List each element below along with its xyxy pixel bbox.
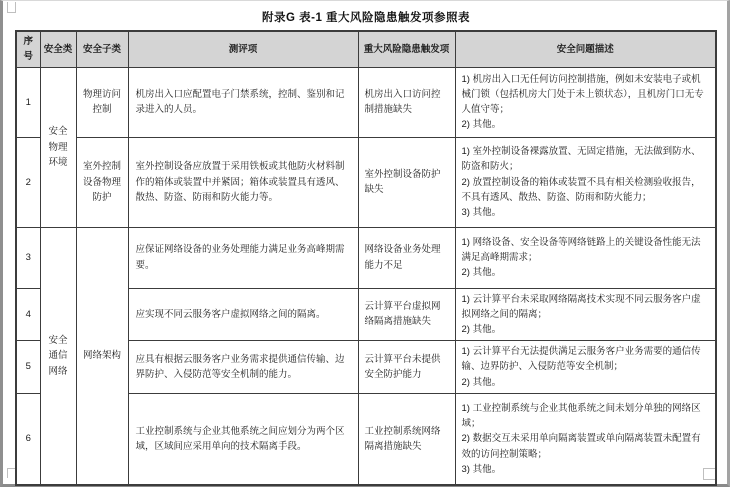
description-cell	[455, 288, 716, 341]
seq-cell: 6	[16, 393, 40, 485]
column-header-5: 重大风险隐患触发项	[358, 31, 455, 67]
description-cell	[455, 137, 716, 227]
table-body	[16, 67, 716, 485]
trigger-cell: 室外控制设备防护缺失	[358, 137, 455, 227]
seq-cell: 5	[16, 341, 40, 394]
description-line: 1) 室外控制设备裸露放置、无固定措施，无法做到防水、防盗和防火；	[461, 146, 701, 173]
document-page	[15, 8, 717, 486]
description-line: 2) 其他。	[461, 267, 502, 279]
category-cell: 安全物理环境	[40, 67, 76, 227]
table-row	[16, 137, 716, 227]
description-line: 1) 云计算平台未采取网络隔离技术实现不同云服务客户虚拟网络之间的隔离；	[461, 293, 701, 320]
description-line: 1) 云计算平台无法提供满足云服务客户业务需要的通信传输、边界防护、入侵防范等安全机制；	[461, 346, 701, 373]
subcategory-cell: 网络架构	[76, 227, 128, 485]
seq-cell: 3	[16, 227, 40, 288]
description-line: 3) 其他。	[461, 206, 502, 218]
description-cell	[455, 67, 716, 137]
description-line: 1) 机房出入口无任何访问控制措施，例如未安装电子或机械门锁（包括机房大门处于未上锁状态），且机房门口无专人值守等；	[461, 73, 704, 116]
table-header	[16, 31, 716, 67]
column-header-4: 测评项	[128, 31, 358, 67]
trigger-cell: 机房出入口访问控制措施缺失	[358, 67, 455, 137]
trigger-cell: 云计算平台未提供安全防护能力	[358, 341, 455, 394]
header-row	[16, 31, 716, 67]
item-cell: 应实现不同云服务客户虚拟网络之间的隔离。	[128, 288, 358, 341]
description-line: 2) 其他。	[461, 119, 502, 131]
seq-cell: 1	[16, 67, 40, 137]
table-row	[16, 67, 716, 137]
description-line: 3) 其他。	[461, 463, 502, 475]
column-header-3: 安全子类	[76, 31, 128, 67]
description-line: 2) 其他。	[461, 323, 502, 335]
description-line: 1) 网络设备、安全设备等网络链路上的关键设备性能无法满足高峰期需求；	[461, 236, 701, 263]
table-row	[16, 227, 716, 288]
description-line: 1) 工业控制系统与企业其他系统之间未划分单独的网络区域；	[461, 403, 701, 430]
item-cell: 机房出入口应配置电子门禁系统，控制、鉴别和记录进入的人员。	[128, 67, 358, 137]
item-cell: 应具有根据云服务客户业务需求提供通信传输、边界防护、入侵防范等安全机制的能力。	[128, 341, 358, 394]
trigger-cell: 工业控制系统网络隔离措施缺失	[358, 393, 455, 485]
description-line: 2) 其他。	[461, 376, 502, 388]
subcategory-cell: 物理访问控制	[76, 67, 128, 137]
column-header-2: 安全类	[40, 31, 76, 67]
item-cell: 应保证网络设备的业务处理能力满足业务高峰期需要。	[128, 227, 358, 288]
description-cell	[455, 227, 716, 288]
category-cell: 安全通信网络	[40, 227, 76, 485]
column-header-6: 安全问题描述	[455, 31, 716, 67]
trigger-cell: 云计算平台虚拟网络隔离措施缺失	[358, 288, 455, 341]
seq-cell: 2	[16, 137, 40, 227]
description-line: 2) 放置控制设备的箱体或装置不具有相关检测验收报告，不具有透风、散热、防盗、防雨和防火能力；	[461, 176, 701, 203]
subcategory-cell: 室外控制设备物理防护	[76, 137, 128, 227]
table-title: 附录G 表-1 重大风险隐患触发项参照表	[261, 12, 471, 24]
reference-table	[15, 30, 717, 486]
trigger-cell: 网络设备业务处理能力不足	[358, 227, 455, 288]
item-cell: 室外控制设备应放置于采用铁板或其他防火材料制作的箱体或装置中并紧固；箱体或装置具有透风、散热、防盗、防雨和防火能力等。	[128, 137, 358, 227]
item-cell: 工业控制系统与企业其他系统之间应划分为两个区域，区域间应采用单向的技术隔离手段。	[128, 393, 358, 485]
seq-cell: 4	[16, 288, 40, 341]
column-header-1: 序号	[16, 31, 40, 67]
description-cell	[455, 341, 716, 394]
description-line: 2) 数据交互未采用单向隔离装置或单向隔离装置未配置有效的访问控制策略；	[461, 433, 701, 460]
description-cell	[455, 393, 716, 485]
